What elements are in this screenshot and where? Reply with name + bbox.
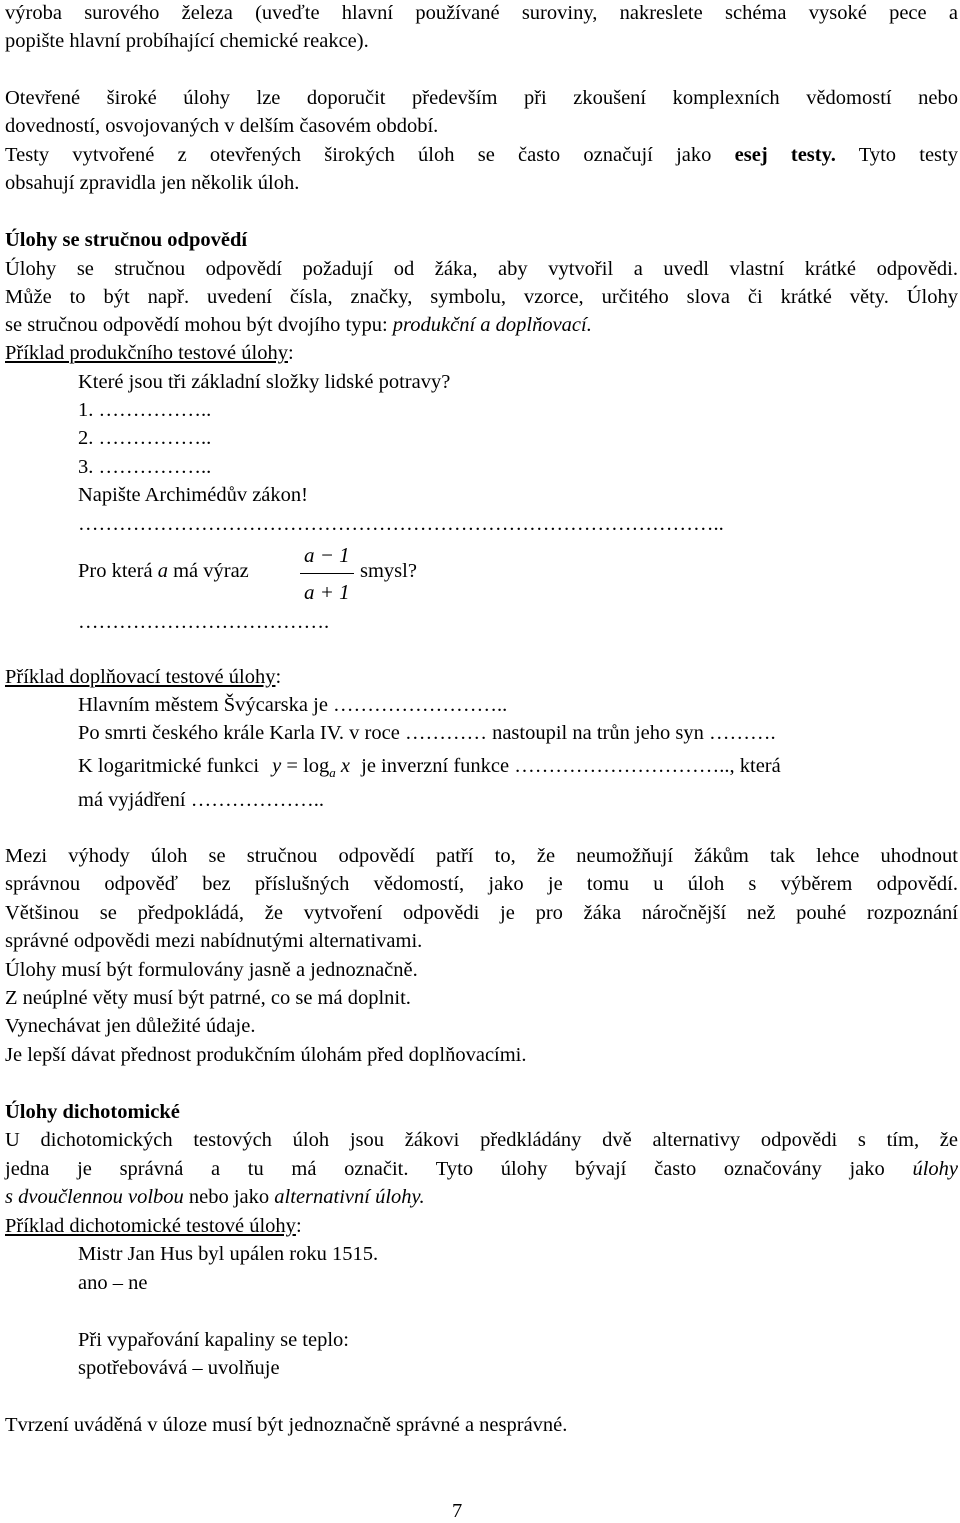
page-number: 7 <box>452 1500 463 1522</box>
example-completion-label <box>5 667 281 688</box>
advantages-line-5: Úlohy musí být formulovány jasně a jednoznačně. <box>5 959 418 981</box>
section-heading-short-answer <box>5 230 247 251</box>
formula-eq: = log <box>286 755 330 777</box>
intro-line-4: dovedností, osvojovaných v delším časovém období. <box>5 115 439 137</box>
fraction-expression <box>300 543 354 603</box>
example-completion-text: Příklad doplňovací testové úlohy <box>5 666 276 688</box>
dichotomous-example-1: Mistr Jan Hus byl upálen roku 1515. <box>78 1243 379 1265</box>
advantages-line-8: Je lepší dávat přednost produkčním úlohám před doplňovacími. <box>5 1044 527 1066</box>
completion-item-2: Po smrti českého krále Karla IV. v roce ………… nastoupil na trůn jeho syn ………. <box>78 722 776 744</box>
completion-item-1: Hlavním městem Švýcarska je …………………….. <box>78 694 508 716</box>
dichotomous-final: Tvrzení uváděná v úloze musí být jednoznačně správné a nesprávné. <box>5 1414 568 1436</box>
completion-item-3 <box>78 756 781 779</box>
q3-var: a <box>157 560 168 582</box>
intro-line-6: obsahují zpravidla jen několik úloh. <box>5 172 300 194</box>
dichotomous-example-3: Při vypařování kapaliny se teplo: <box>78 1329 349 1351</box>
dichotomous-line-3-italic-c: alternativní úlohy. <box>274 1186 425 1208</box>
dichotomous-line-2 <box>5 1159 958 1180</box>
formula-y: y <box>272 755 282 777</box>
short-answer-p3-a: se stručnou odpovědí mohou být dvojího typu: <box>5 314 388 336</box>
example-dichotomous-label <box>5 1216 302 1237</box>
question-archimedes: Napište Archimédův zákon! <box>78 484 308 506</box>
colon: : <box>287 342 294 364</box>
dichotomous-line-3 <box>5 1187 425 1208</box>
short-answer-p3-italic: produkční a doplňovací. <box>392 314 592 336</box>
short-answer-p2: Může to být např. uvedení čísla, značky, symbolu, vzorce, určitého slova či krátké věty. Úlohy <box>5 286 958 308</box>
colon: : <box>295 1215 302 1237</box>
colon: : <box>275 666 282 688</box>
answer-blank-fraction: ………………………………. <box>78 611 330 633</box>
fraction-denominator: a + 1 <box>304 580 350 604</box>
intro-line-5-bold: esej testy. <box>734 144 836 166</box>
intro-line-1: výroba surového železa (uveďte hlavní používané suroviny, nakreslete schéma vysoké pece a <box>5 2 958 24</box>
intro-line-2: popište hlavní probíhající chemické reakce). <box>5 30 369 52</box>
advantages-line-2: správnou odpověď bez příslušných vědomostí, jako je tomu u úloh s výběrem odpovědí. <box>5 873 958 895</box>
example-dichotomous-text: Příklad dichotomické testové úlohy <box>5 1215 296 1237</box>
section-heading-dichotomous <box>5 1102 180 1123</box>
formula-x: x <box>340 755 351 777</box>
c3-pre: K logaritmické funkci <box>78 755 260 777</box>
formula-sub: a <box>329 765 336 781</box>
question-food: Které jsou tři základní složky lidské potravy? <box>78 371 451 393</box>
q3-pre: Pro která <box>78 560 153 582</box>
heading-text: Úlohy dichotomické <box>5 1101 180 1123</box>
advantages-line-7: Vynechávat jen důležité údaje. <box>5 1015 256 1037</box>
short-answer-p3 <box>5 315 592 336</box>
answer-line-1: 1. …………….. <box>78 399 212 421</box>
short-answer-p1: Úlohy se stručnou odpovědí požadují od žáka, aby vytvořil a uvedl vlastní krátké odpovědi. <box>5 258 958 280</box>
advantages-line-3: Většinou se předpokládá, že vytvoření odpovědi je pro žáka náročnější než pouhé rozpoznání <box>5 902 958 924</box>
heading-text: Úlohy se stručnou odpovědí <box>5 229 248 251</box>
answer-line-2: 2. …………….. <box>78 427 212 449</box>
dichotomous-line-2-italic: úlohy <box>912 1158 958 1180</box>
q3-mid: má výraz <box>173 560 249 582</box>
fraction-numerator: a − 1 <box>304 543 350 567</box>
intro-line-5-c: Tyto testy <box>858 144 958 166</box>
advantages-line-1: Mezi výhody úloh se stručnou odpovědí patří to, že neumožňují žákům tak lehce uhodnout <box>5 845 958 867</box>
intro-line-5-a: Testy vytvořené z otevřených širokých úloh se často označují jako <box>5 144 712 166</box>
question-fraction-pre <box>78 561 249 582</box>
intro-line-5 <box>5 145 958 166</box>
advantages-line-6: Z neúplné věty musí být patrné, co se má doplnit. <box>5 987 411 1009</box>
advantages-line-4: správné odpovědi mezi nabídnutými alternativami. <box>5 930 423 952</box>
example-production-label <box>5 343 294 364</box>
dichotomous-example-4: spotřebovává – uvolňuje <box>78 1357 280 1379</box>
dichotomous-line-2-a: jedna je správná a tu má označit. Tyto úlohy bývají často označovány jako <box>5 1158 885 1180</box>
intro-line-3: Otevřené široké úlohy lze doporučit především při zkoušení komplexních vědomostí nebo <box>5 87 958 109</box>
dichotomous-line-3-italic-a: s dvoučlennou volbou <box>5 1186 184 1208</box>
completion-item-4: má vyjádření ……………….. <box>78 789 324 811</box>
fraction-bar <box>300 573 354 574</box>
example-production-text: Příklad produkčního testové úlohy <box>5 342 288 364</box>
c3-post: je inverzní funkce ………………………….., která <box>361 755 781 777</box>
dichotomous-line-3-b: nebo jako <box>188 1186 270 1208</box>
dichotomous-line-1: U dichotomických testových úloh jsou žákovi předkládány dvě alternativy odpovědi s tím, že <box>5 1129 958 1151</box>
question-fraction-post: smysl? <box>360 560 417 582</box>
dichotomous-example-2: ano – ne <box>78 1272 148 1294</box>
answer-blank-archimedes: ………………………………………………………………………………….. <box>78 513 724 535</box>
answer-line-3: 3. …………….. <box>78 456 212 478</box>
